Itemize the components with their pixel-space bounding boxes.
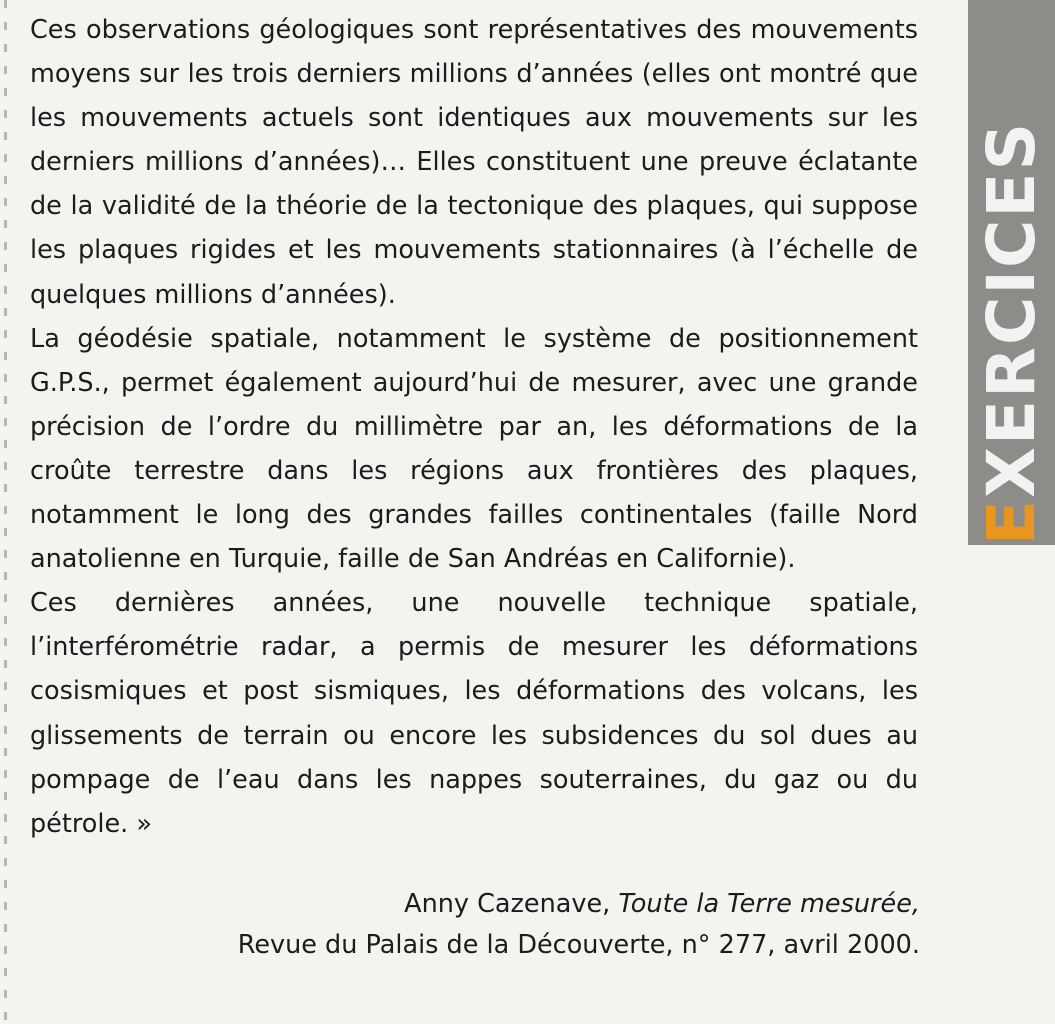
section-tab-rest: XERCICES [973, 121, 1050, 498]
paragraph-2: La géodésie spatiale, notamment le système de positionnement G.P.S., permet également aujourd’hui de mesurer, avec une grande précision de l’ordre du millimètre par an, les déformations de la croûte terrestre dans les régions aux frontières des plaques, notamment le long des grandes failles continentales (faille Nord anatolienne en Turquie, faille de San Andréas en Californie). [30, 323, 918, 575]
section-tab-title [973, 107, 1050, 545]
citation-author: Anny Cazenave, [404, 889, 619, 919]
citation [238, 884, 920, 966]
article-body [30, 8, 918, 846]
citation-source: Revue du Palais de la Découverte, n° 277, avril 2000. [237, 930, 920, 960]
section-tab-label [968, 0, 1055, 545]
section-tab-first-letter: E [973, 497, 1050, 545]
paragraph-1: Ces observations géologiques sont représentatives des mouvements moyens sur les trois derniers millions d’années (elles ont montré que les mouvements actuels sont identiques aux mouvements sur les derniers millions d’années)… Elles constituent une preuve éclatante de la validité de la théorie de la tectonique des plaques, qui suppose les plaques rigides et les mouvements stationnaires (à l’échelle de quelques millions d’années). [30, 15, 918, 310]
citation-work: Toute la Terre mesurée, [618, 889, 920, 919]
page-edge-marks [0, 0, 14, 1024]
paragraph-3: Ces dernières années, une nouvelle technique spatiale, l’interférométrie radar, a permis de mesurer les déformations cosismiques et post sismiques, les déformations des volcans, les glissements de terrain ou encore les subsidences du sol dues au pompage de l’eau dans les nappes souterraines, du gaz ou du pétrole. » [30, 588, 918, 839]
citation-line-1 [238, 884, 920, 925]
